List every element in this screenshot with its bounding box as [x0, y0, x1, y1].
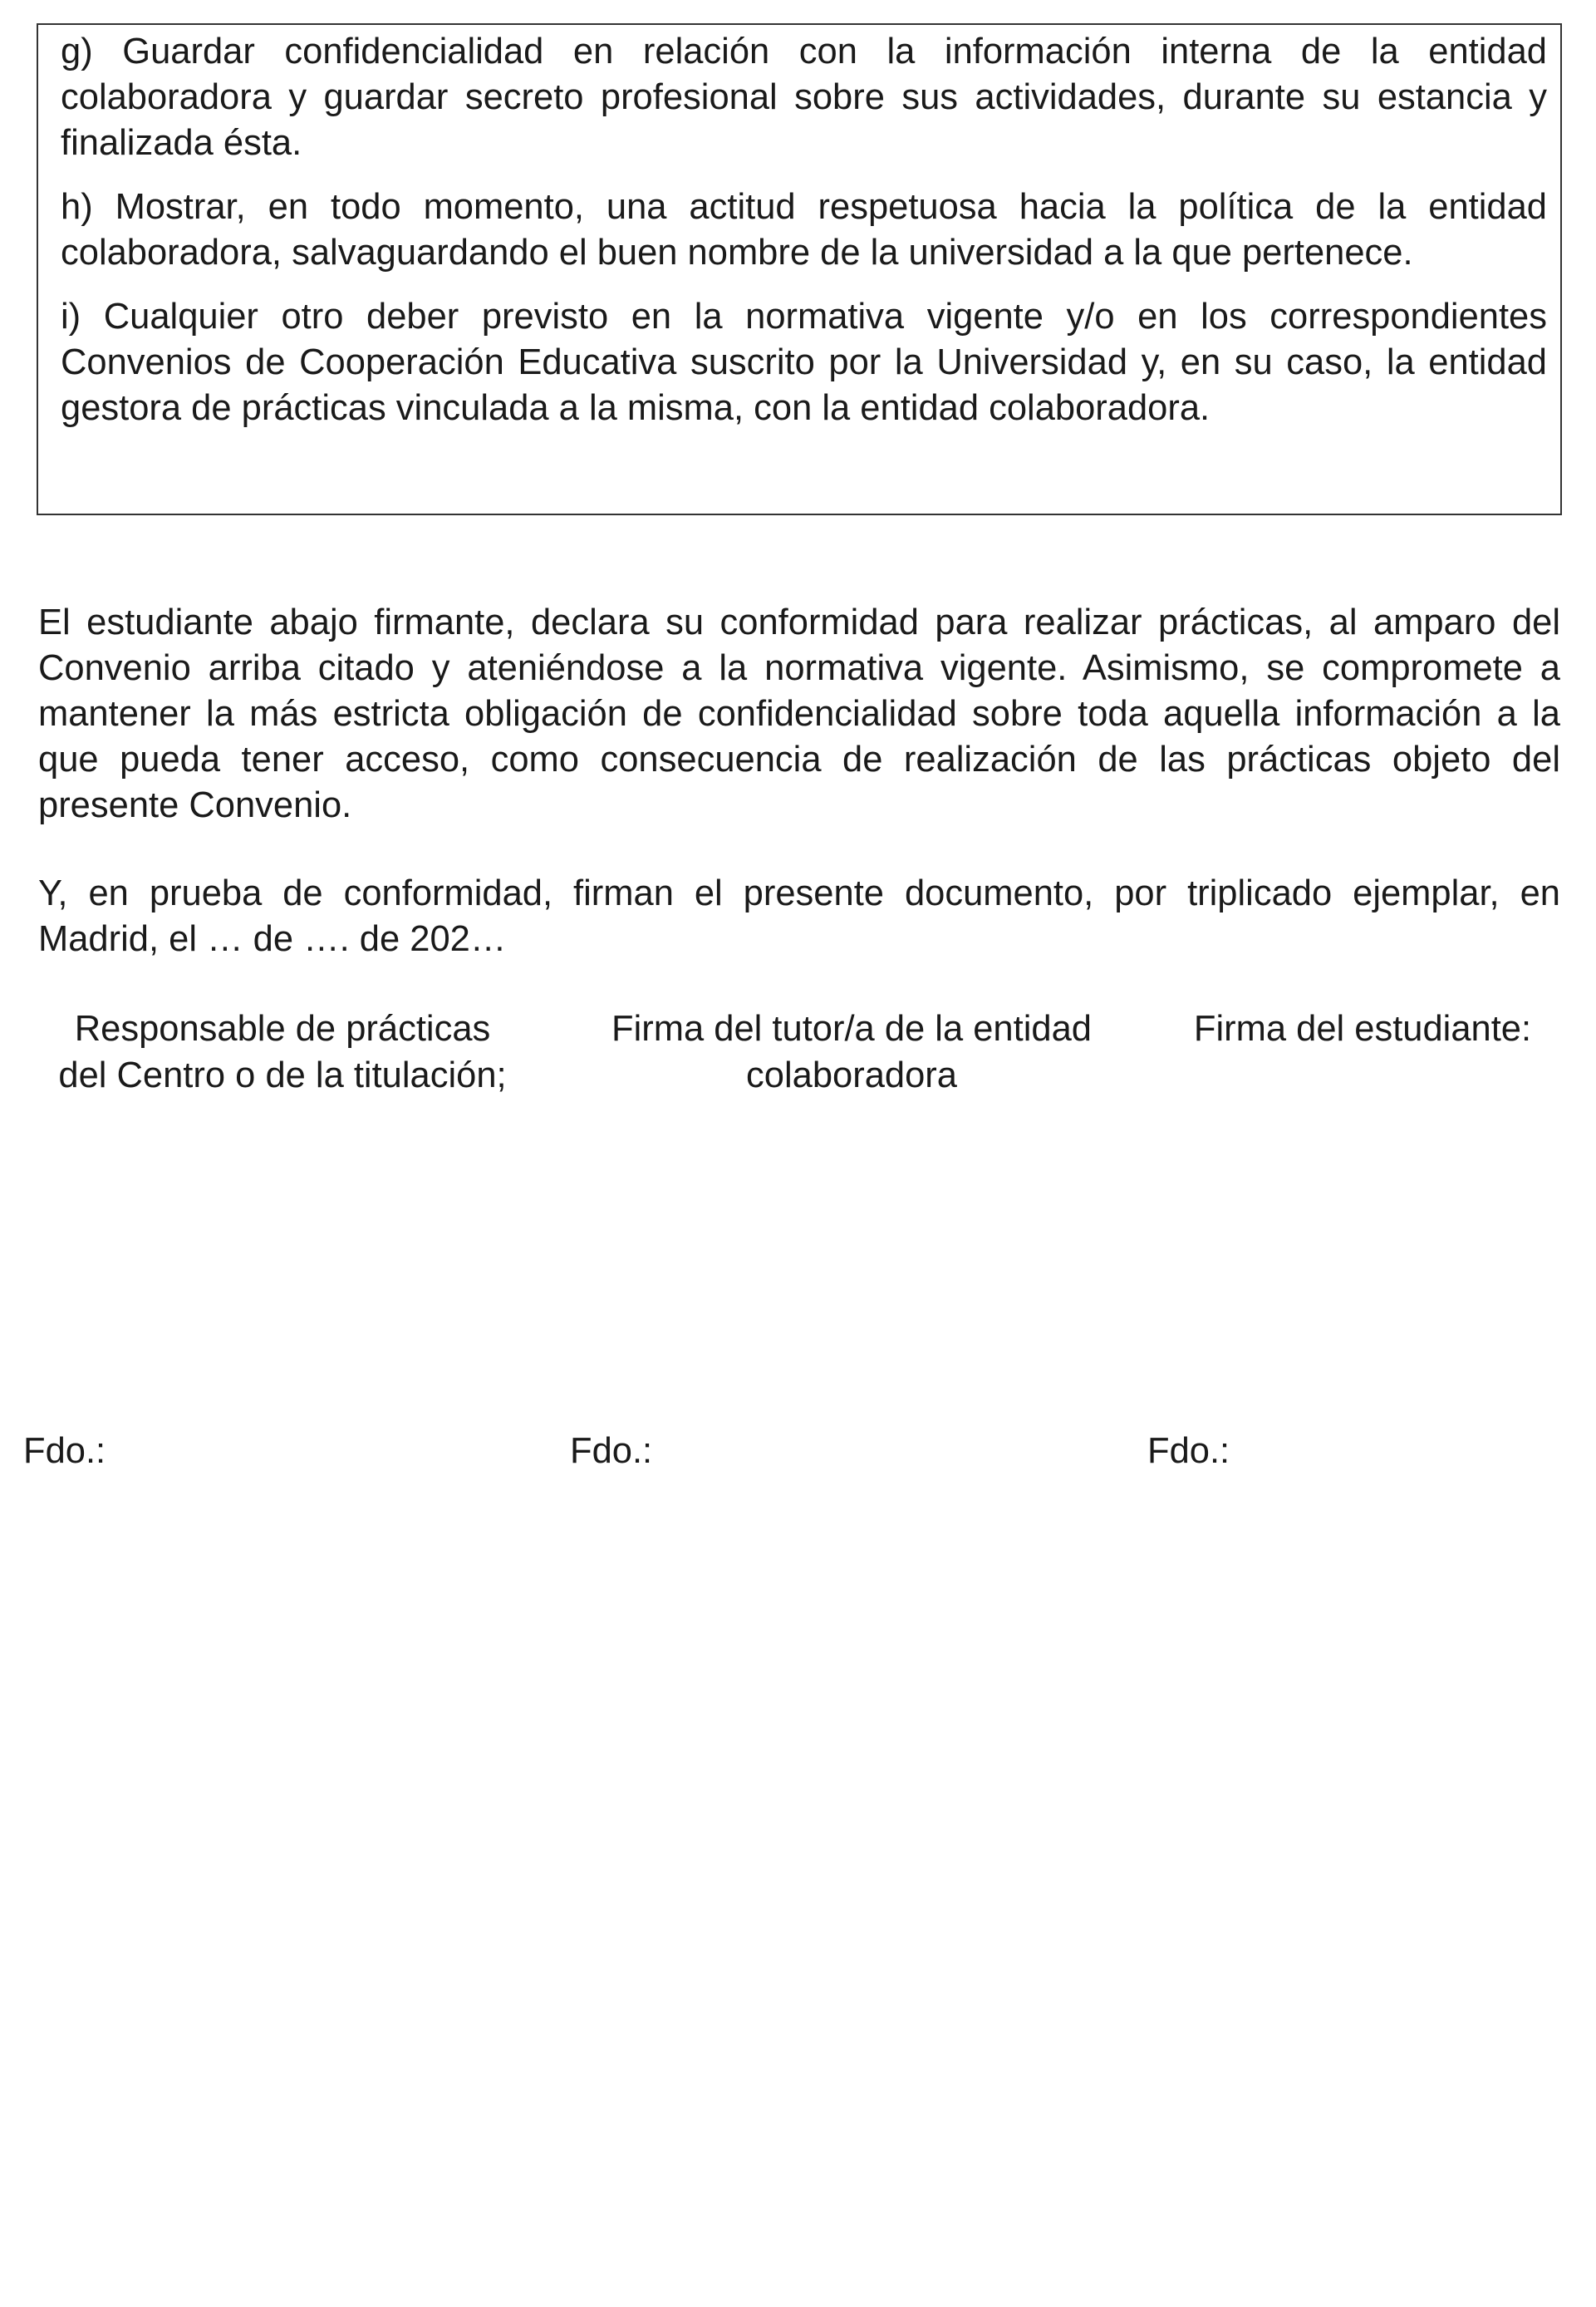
signature-heading-tutor: [573, 1006, 1130, 1099]
signed-by-label-responsible: Fdo.:: [23, 1431, 106, 1471]
obligations-box: [37, 23, 1562, 515]
obligation-item-h: h) Mostrar, en todo momento, una actitud respetuosa hacia la política de la entidad colaboradora, salvaguardando el buen nombre de la universidad a la que pertenece.: [61, 187, 1547, 273]
signature-heading-center-responsible: [33, 1006, 532, 1099]
obligation-item-i: i) Cualquier otro deber previsto en la normativa vigente y/o en los correspondientes Convenios de Cooperación Educativa suscrito por la Universidad y, en su caso, la entidad gestora de prácticas vinculada a la misma, con la entidad colaboradora.: [61, 297, 1547, 428]
signature-heading-line: Responsable de prácticas: [74, 1009, 491, 1049]
signature-heading-line: Firma del tutor/a de la entidad: [611, 1009, 1092, 1049]
signature-heading-line: del Centro o de la titulación;: [58, 1055, 507, 1095]
signature-heading-line: colaboradora: [746, 1055, 957, 1095]
signature-heading-line: Firma del estudiante:: [1193, 1009, 1532, 1049]
obligation-item-g: g) Guardar confidencialidad en relación con la información interna de la entidad colaboradora y guardar secreto profesional sobre sus actividades, durante su estancia y finalizada ésta.: [61, 32, 1547, 163]
signed-by-label-student: Fdo.:: [1147, 1431, 1230, 1471]
signature-heading-student: [1155, 1006, 1570, 1052]
declaration-paragraph: El estudiante abajo firmante, declara su conformidad para realizar prácticas, al amparo del Convenio arriba citado y ateniéndose a la normativa vigente. Asimismo, se compromete a mantener la más estricta obligación de confidencialidad sobre toda aquella información a la que pueda tener acceso, como consecuencia de realización de las prácticas objeto del presente Convenio.: [38, 603, 1560, 825]
conformity-paragraph: Y, en prueba de conformidad, firman el presente documento, por triplicado ejemplar, en Madrid, el … de …. de 202…: [38, 873, 1560, 959]
signed-by-label-tutor: Fdo.:: [570, 1431, 653, 1471]
